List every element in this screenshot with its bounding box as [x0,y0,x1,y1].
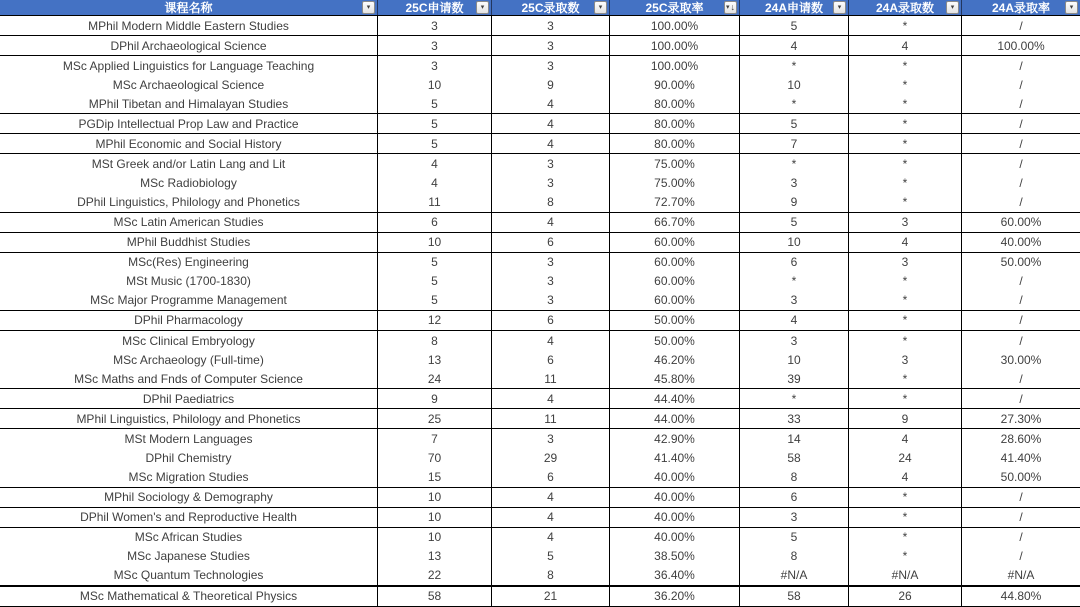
24a-applications-cell[interactable]: 10 [740,75,849,94]
24a-applications-cell[interactable]: 5 [740,16,849,35]
25c-applications-cell[interactable]: 10 [378,488,492,507]
25c-admissions-cell[interactable]: 3 [492,272,610,291]
course-name-cell[interactable]: MSt Modern Languages [0,429,378,448]
25c-admission-rate-cell[interactable]: 40.00% [610,467,740,486]
column-header-label: 课程名称 [164,0,213,15]
column-header-25c-applications [378,0,492,15]
24a-applications-cell[interactable]: 5 [740,114,849,133]
25c-applications-cell[interactable]: 22 [378,566,492,585]
table-row [0,566,1080,587]
25c-admissions-cell[interactable]: 3 [492,429,610,448]
24a-admission-rate-cell[interactable]: / [1019,530,1023,545]
24a-admission-rate-cell[interactable]: / [1019,549,1023,564]
25c-admission-rate-cell[interactable]: 90.00% [610,75,740,94]
25c-admissions-cell[interactable]: 3 [492,291,610,310]
24a-admissions-cell[interactable]: #N/A [849,566,962,585]
25c-applications-cell[interactable]: 8 [378,331,492,350]
course-name-cell[interactable]: DPhil Women's and Reproductive Health [0,508,378,527]
course-name-cell[interactable]: MSc Archaeological Science [0,75,378,94]
24a-applications-cell[interactable]: 39 [740,369,849,388]
table-row [0,233,1080,253]
25c-applications-cell[interactable]: 24 [378,369,492,388]
course-name-cell[interactable]: PGDip Intellectual Prop Law and Practice [0,114,378,133]
24a-applications-cell[interactable]: 5 [740,528,849,547]
24a-applications-cell[interactable]: 58 [740,448,849,467]
course-name-cell[interactable]: DPhil Chemistry [0,448,378,467]
24a-admission-rate-cell[interactable]: 60.00% [1000,215,1042,230]
24a-admission-rate-cell[interactable]: / [1019,116,1023,131]
25c-admission-rate-cell[interactable]: 41.40% [610,448,740,467]
24a-admission-rate-cell[interactable]: 50.00% [1000,469,1042,484]
course-name-cell[interactable]: MPhil Sociology & Demography [0,488,378,507]
25c-applications-cell[interactable]: 4 [378,174,492,193]
24a-admissions-cell[interactable]: * [849,134,962,153]
24a-admissions-cell[interactable]: 9 [849,409,962,428]
25c-applications-cell[interactable]: 11 [378,193,492,212]
column-header-label: 24A申请数 [764,0,823,15]
table-row [0,213,1080,233]
25c-admission-rate-cell[interactable]: 36.40% [610,566,740,585]
24a-admission-rate-cell[interactable]: #N/A [1007,568,1035,583]
25c-admissions-cell[interactable]: 4 [492,389,610,408]
25c-admissions-cell[interactable]: 3 [492,36,610,55]
table-row [0,448,1080,467]
24a-applications-cell[interactable]: 3 [740,508,849,527]
25c-admissions-cell[interactable]: 3 [492,154,610,173]
24a-admissions-cell[interactable]: * [849,174,962,193]
25c-admission-rate-cell[interactable]: 75.00% [610,174,740,193]
table-row [0,154,1080,173]
24a-admission-rate-cell[interactable]: 40.00% [1000,235,1042,250]
24a-admissions-cell[interactable]: * [849,272,962,291]
24a-admissions-cell[interactable]: 26 [849,587,962,606]
24a-admission-rate-cell[interactable]: / [1019,333,1023,348]
24a-admission-rate-cell[interactable]: 41.40% [1000,450,1042,465]
24a-admissions-cell[interactable]: * [849,291,962,310]
25c-admission-rate-cell[interactable]: 44.00% [610,409,740,428]
course-name-cell[interactable]: MSc Major Programme Management [0,291,378,310]
column-header-24a-admission-rate [962,0,1080,15]
24a-admissions-cell[interactable]: * [849,94,962,113]
25c-applications-cell[interactable]: 15 [378,467,492,486]
filter-dropdown-icon[interactable]: ▾ [594,1,607,14]
24a-admissions-cell[interactable]: * [849,508,962,527]
24a-applications-cell[interactable]: 9 [740,193,849,212]
course-name-cell[interactable]: DPhil Paediatrics [0,389,378,408]
24a-applications-cell[interactable]: 33 [740,409,849,428]
24a-admissions-cell[interactable]: * [849,154,962,173]
25c-admissions-cell[interactable]: 3 [492,174,610,193]
25c-admission-rate-cell[interactable]: 100.00% [610,56,740,75]
25c-applications-cell[interactable]: 13 [378,350,492,369]
24a-applications-cell[interactable]: 4 [740,36,849,55]
24a-admissions-cell[interactable]: * [849,488,962,507]
24a-admission-rate-cell[interactable]: / [1019,77,1023,92]
table-row [0,253,1080,272]
24a-admissions-cell[interactable]: 4 [849,36,962,55]
24a-applications-cell[interactable]: 4 [740,311,849,330]
24a-applications-cell[interactable]: 7 [740,134,849,153]
table-row [0,369,1080,389]
filter-dropdown-icon[interactable]: ▾ [946,1,959,14]
25c-admission-rate-cell[interactable]: 40.00% [610,488,740,507]
table-row [0,311,1080,331]
24a-admission-rate-cell[interactable]: / [1019,176,1023,191]
24a-admissions-cell[interactable]: 4 [849,233,962,252]
25c-admissions-cell[interactable]: 9 [492,75,610,94]
course-name-cell[interactable]: MSc African Studies [0,528,378,547]
table-row [0,16,1080,36]
table-row [0,114,1080,134]
course-name-cell[interactable]: MSc Radiobiology [0,174,378,193]
24a-admissions-cell[interactable]: * [849,114,962,133]
25c-admissions-cell[interactable]: 29 [492,448,610,467]
table-row [0,272,1080,291]
24a-applications-cell[interactable]: 58 [740,587,849,606]
24a-admission-rate-cell[interactable]: / [1019,156,1023,171]
24a-admission-rate-cell[interactable]: / [1019,96,1023,111]
25c-admissions-cell[interactable]: 21 [492,587,610,606]
table-row [0,350,1080,369]
course-name-cell[interactable]: MPhil Linguistics, Philology and Phonetics [0,409,378,428]
25c-admission-rate-cell[interactable]: 60.00% [610,291,740,310]
table-row [0,587,1080,607]
course-name-cell[interactable]: MSc Migration Studies [0,467,378,486]
25c-applications-cell[interactable]: 5 [378,94,492,113]
25c-admission-rate-cell[interactable]: 60.00% [610,233,740,252]
25c-admissions-cell[interactable]: 5 [492,547,610,566]
24a-admission-rate-cell[interactable]: 100.00% [997,38,1045,53]
column-header-label: 25C录取率 [645,0,704,15]
25c-applications-cell[interactable]: 10 [378,508,492,527]
25c-admissions-cell[interactable]: 8 [492,566,610,585]
table-row [0,508,1080,528]
course-name-cell[interactable]: MSc Applied Linguistics for Language Teaching [0,56,378,75]
course-name-cell[interactable]: MSc Quantum Technologies [0,566,378,585]
24a-admissions-cell[interactable]: * [849,389,962,408]
24a-admission-rate-cell[interactable]: 44.80% [1000,589,1042,604]
24a-applications-cell[interactable]: 5 [740,213,849,232]
25c-admissions-cell[interactable]: 6 [492,350,610,369]
24a-admission-rate-cell[interactable]: / [1019,195,1023,210]
24a-applications-cell[interactable]: 6 [740,488,849,507]
25c-admission-rate-cell[interactable]: 50.00% [610,311,740,330]
25c-applications-cell[interactable]: 5 [378,114,492,133]
course-name-cell[interactable]: DPhil Archaeological Science [0,36,378,55]
24a-applications-cell[interactable]: 10 [740,233,849,252]
25c-admissions-cell[interactable]: 4 [492,488,610,507]
24a-applications-cell[interactable]: 10 [740,350,849,369]
column-header-24a-admissions [849,0,962,15]
25c-admissions-cell[interactable]: 4 [492,114,610,133]
24a-admissions-cell[interactable]: 3 [849,350,962,369]
25c-applications-cell[interactable]: 10 [378,233,492,252]
column-header-label: 24A录取数 [875,0,934,15]
25c-admission-rate-cell[interactable]: 46.20% [610,350,740,369]
25c-applications-cell[interactable]: 70 [378,448,492,467]
25c-applications-cell[interactable]: 3 [378,16,492,35]
25c-admission-rate-cell[interactable]: 80.00% [610,114,740,133]
24a-applications-cell[interactable]: 8 [740,467,849,486]
table-body [0,16,1080,607]
25c-admissions-cell[interactable]: 11 [492,409,610,428]
24a-admission-rate-cell[interactable]: / [1019,136,1023,151]
course-name-cell[interactable]: MSt Greek and/or Latin Lang and Lit [0,154,378,173]
table-row [0,291,1080,311]
25c-admissions-cell[interactable]: 6 [492,467,610,486]
column-header-25c-admissions [492,0,610,15]
24a-admission-rate-cell[interactable]: / [1019,293,1023,308]
25c-applications-cell[interactable]: 10 [378,528,492,547]
24a-admissions-cell[interactable]: 3 [849,253,962,272]
24a-applications-cell[interactable]: 6 [740,253,849,272]
column-header-label: 25C录取数 [521,0,580,15]
table-row [0,389,1080,409]
25c-applications-cell[interactable]: 25 [378,409,492,428]
25c-admission-rate-cell[interactable]: 100.00% [610,16,740,35]
24a-applications-cell[interactable]: 8 [740,547,849,566]
25c-applications-cell[interactable]: 5 [378,291,492,310]
table-row [0,429,1080,448]
25c-admission-rate-cell[interactable]: 75.00% [610,154,740,173]
column-header-course-name [0,0,378,15]
24a-admission-rate-cell[interactable]: 28.60% [1000,431,1042,446]
25c-admission-rate-cell[interactable]: 50.00% [610,331,740,350]
course-name-cell[interactable]: MSt Music (1700-1830) [0,272,378,291]
table-row [0,331,1080,350]
24a-admissions-cell[interactable]: * [849,331,962,350]
25c-applications-cell[interactable]: 5 [378,253,492,272]
25c-applications-cell[interactable]: 3 [378,56,492,75]
25c-admissions-cell[interactable]: 3 [492,253,610,272]
24a-applications-cell[interactable]: * [740,389,849,408]
25c-admissions-cell[interactable]: 8 [492,193,610,212]
24a-admission-rate-cell[interactable]: / [1019,18,1023,33]
25c-applications-cell[interactable]: 5 [378,272,492,291]
24a-applications-cell[interactable]: * [740,272,849,291]
24a-applications-cell[interactable]: 14 [740,429,849,448]
25c-admission-rate-cell[interactable]: 80.00% [610,94,740,113]
24a-admissions-cell[interactable]: 3 [849,213,962,232]
24a-admission-rate-cell[interactable]: / [1019,490,1023,505]
24a-admission-rate-cell[interactable]: / [1019,510,1023,525]
25c-admissions-cell[interactable]: 4 [492,94,610,113]
table-row [0,409,1080,429]
table-row [0,467,1080,487]
table-row [0,134,1080,154]
24a-applications-cell[interactable]: * [740,56,849,75]
course-name-cell[interactable]: MSc Archaeology (Full-time) [0,350,378,369]
column-header-25c-admission-rate [610,0,740,15]
25c-admission-rate-cell[interactable]: 45.80% [610,369,740,388]
25c-admission-rate-cell[interactable]: 66.70% [610,213,740,232]
24a-admissions-cell[interactable]: * [849,56,962,75]
24a-admissions-cell[interactable]: * [849,547,962,566]
25c-admissions-cell[interactable]: 4 [492,528,610,547]
course-name-cell[interactable]: DPhil Pharmacology [0,311,378,330]
filter-dropdown-icon[interactable]: ▾ [833,1,846,14]
24a-admission-rate-cell[interactable]: 50.00% [1000,255,1042,270]
25c-applications-cell[interactable]: 3 [378,36,492,55]
25c-admission-rate-cell[interactable]: 40.00% [610,528,740,547]
25c-admission-rate-cell[interactable]: 44.40% [610,389,740,408]
24a-admissions-cell[interactable]: * [849,311,962,330]
sort-descending-filter-icon[interactable]: ▾ ↓ [725,2,735,12]
25c-admissions-cell[interactable]: 6 [492,233,610,252]
25c-admissions-cell[interactable]: 6 [492,311,610,330]
table-row [0,528,1080,547]
24a-admissions-cell[interactable]: * [849,369,962,388]
25c-admissions-cell[interactable]: 3 [492,56,610,75]
24a-applications-cell[interactable]: 3 [740,174,849,193]
25c-admissions-cell[interactable]: 3 [492,16,610,35]
course-name-cell[interactable]: DPhil Linguistics, Philology and Phonetics [0,193,378,212]
24a-applications-cell[interactable]: 3 [740,331,849,350]
24a-applications-cell[interactable]: * [740,154,849,173]
table-row [0,174,1080,193]
course-name-cell[interactable]: MPhil Modern Middle Eastern Studies [0,16,378,35]
table-row [0,75,1080,94]
24a-admission-rate-cell[interactable]: / [1019,371,1023,386]
24a-admission-rate-cell[interactable]: / [1019,313,1023,328]
25c-admission-rate-cell[interactable]: 100.00% [610,36,740,55]
table-row [0,36,1080,56]
25c-admission-rate-cell[interactable]: 60.00% [610,272,740,291]
column-header-label: 25C申请数 [405,0,464,15]
25c-admissions-cell[interactable]: 11 [492,369,610,388]
course-name-cell[interactable]: MSc Clinical Embryology [0,331,378,350]
column-header-24a-applications [740,0,849,15]
24a-applications-cell[interactable]: #N/A [740,566,849,585]
24a-admission-rate-cell[interactable]: / [1019,58,1023,73]
25c-applications-cell[interactable]: 5 [378,134,492,153]
table-row [0,488,1080,508]
25c-admission-rate-cell[interactable]: 42.90% [610,429,740,448]
25c-admission-rate-cell[interactable]: 40.00% [610,508,740,527]
24a-admissions-cell[interactable]: * [849,75,962,94]
25c-admission-rate-cell[interactable]: 80.00% [610,134,740,153]
course-name-cell[interactable]: MPhil Economic and Social History [0,134,378,153]
25c-admissions-cell[interactable]: 4 [492,508,610,527]
filter-dropdown-icon[interactable]: ▾ [476,1,489,14]
course-name-cell[interactable]: MSc Maths and Fnds of Computer Science [0,369,378,388]
course-name-cell[interactable]: MPhil Tibetan and Himalayan Studies [0,94,378,113]
24a-applications-cell[interactable]: * [740,94,849,113]
24a-admissions-cell[interactable]: * [849,528,962,547]
24a-admissions-cell[interactable]: 24 [849,448,962,467]
table-row [0,193,1080,213]
25c-applications-cell[interactable]: 58 [378,587,492,606]
25c-applications-cell[interactable]: 13 [378,547,492,566]
24a-admissions-cell[interactable]: * [849,16,962,35]
25c-admission-rate-cell[interactable]: 60.00% [610,253,740,272]
table-row [0,547,1080,566]
25c-admission-rate-cell[interactable]: 38.50% [610,547,740,566]
filter-dropdown-icon[interactable]: ▾ [1065,1,1078,14]
filter-dropdown-icon[interactable]: ▾ [362,1,375,14]
25c-applications-cell[interactable]: 9 [378,389,492,408]
course-name-cell[interactable]: MSc Japanese Studies [0,547,378,566]
25c-admission-rate-cell[interactable]: 36.20% [610,587,740,606]
25c-admissions-cell[interactable]: 4 [492,213,610,232]
column-header-label: 24A录取率 [991,0,1050,15]
25c-admission-rate-cell[interactable]: 72.70% [610,193,740,212]
25c-admissions-cell[interactable]: 4 [492,134,610,153]
24a-admission-rate-cell[interactable]: / [1019,274,1023,289]
24a-admissions-cell[interactable]: 4 [849,467,962,486]
24a-admissions-cell[interactable]: * [849,193,962,212]
table-header-row [0,0,1080,16]
24a-applications-cell[interactable]: 3 [740,291,849,310]
course-name-cell[interactable]: MSc(Res) Engineering [0,253,378,272]
table-row [0,94,1080,114]
24a-admission-rate-cell[interactable]: / [1019,391,1023,406]
course-name-cell[interactable]: MSc Mathematical & Theoretical Physics [0,587,378,606]
25c-applications-cell[interactable]: 12 [378,311,492,330]
24a-admission-rate-cell[interactable]: 27.30% [1000,411,1042,426]
24a-admission-rate-cell[interactable]: 30.00% [1000,352,1042,367]
table-row [0,56,1080,75]
24a-admissions-cell[interactable]: 4 [849,429,962,448]
course-name-cell[interactable]: MPhil Buddhist Studies [0,233,378,252]
25c-applications-cell[interactable]: 7 [378,429,492,448]
25c-applications-cell[interactable]: 10 [378,75,492,94]
25c-applications-cell[interactable]: 6 [378,213,492,232]
course-name-cell[interactable]: MSc Latin American Studies [0,213,378,232]
25c-admissions-cell[interactable]: 4 [492,331,610,350]
25c-applications-cell[interactable]: 4 [378,154,492,173]
